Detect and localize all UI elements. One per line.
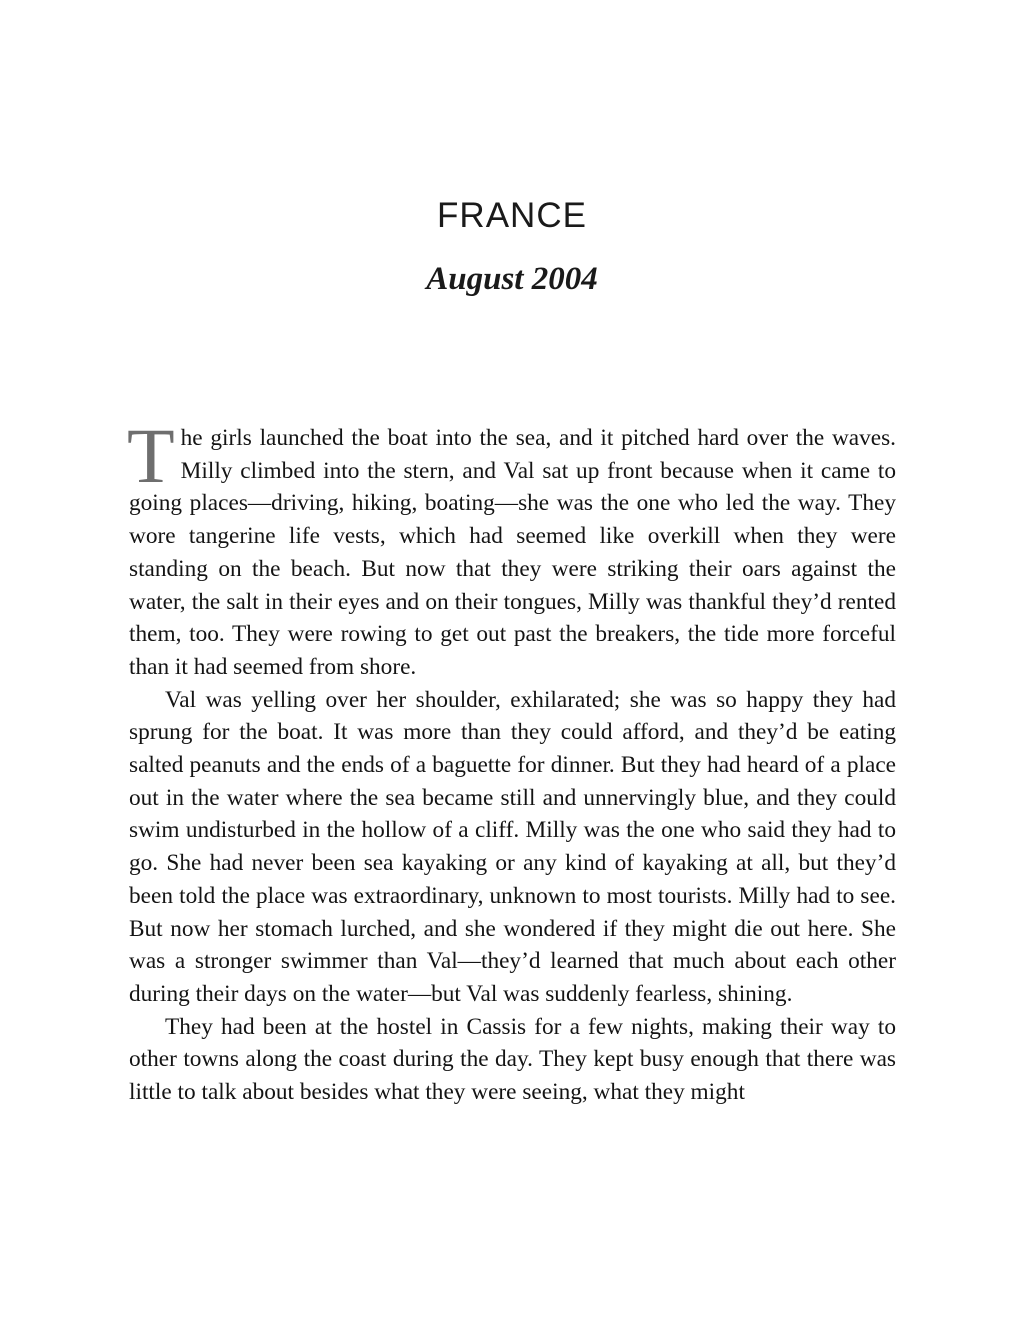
- drop-cap: T: [127, 412, 175, 499]
- paragraph-text: he girls launched the boat into the sea, and it pitched hard over the waves. Milly climbed into the stern, and Val sat up front because when it came to going places—driving, hiking, boating—she was the one who led the way. They wore tangerine life vests, which had seemed like overkill when they were standing on the beach. But now that they were striking their oars against the water, the salt in their eyes and on their tongues, Milly was thankful they’d rented them, too. They were rowing to get out past the breakers, the tide more forceful than it had seemed from shore.: [129, 425, 896, 680]
- chapter-body: [127, 412, 896, 1109]
- paragraph: [127, 412, 896, 684]
- paragraph: Val was yelling over her shoulder, exhilarated; she was so happy they had sprung for the boat. It was more than they could afford, and they’d be eating salted peanuts and the ends of a baguette for dinner. But they had heard of a place out in the water where the sea became still and unnervingly blue, and they could swim undisturbed in the hollow of a cliff. Milly was the one who said they had to go. She had never been sea kayaking or any kind of kayaking at all, but they’d been told the place was extraordinary, unknown to most tourists. Milly had to see. But now her stomach lurched, and she wondered if they might die out here. She was a stronger swimmer than Val—they’d learned that much about each other during their days on the water—but Val was suddenly fearless, shining.: [129, 686, 896, 1007]
- chapter-date: August 2004: [426, 261, 598, 297]
- chapter-title: FRANCE: [437, 196, 587, 235]
- paragraph: They had been at the hostel in Cassis for a few nights, making their way to other towns along the coast during the day. They kept busy enough that there was little to talk about besides what they were seeing, what they might: [129, 1013, 896, 1106]
